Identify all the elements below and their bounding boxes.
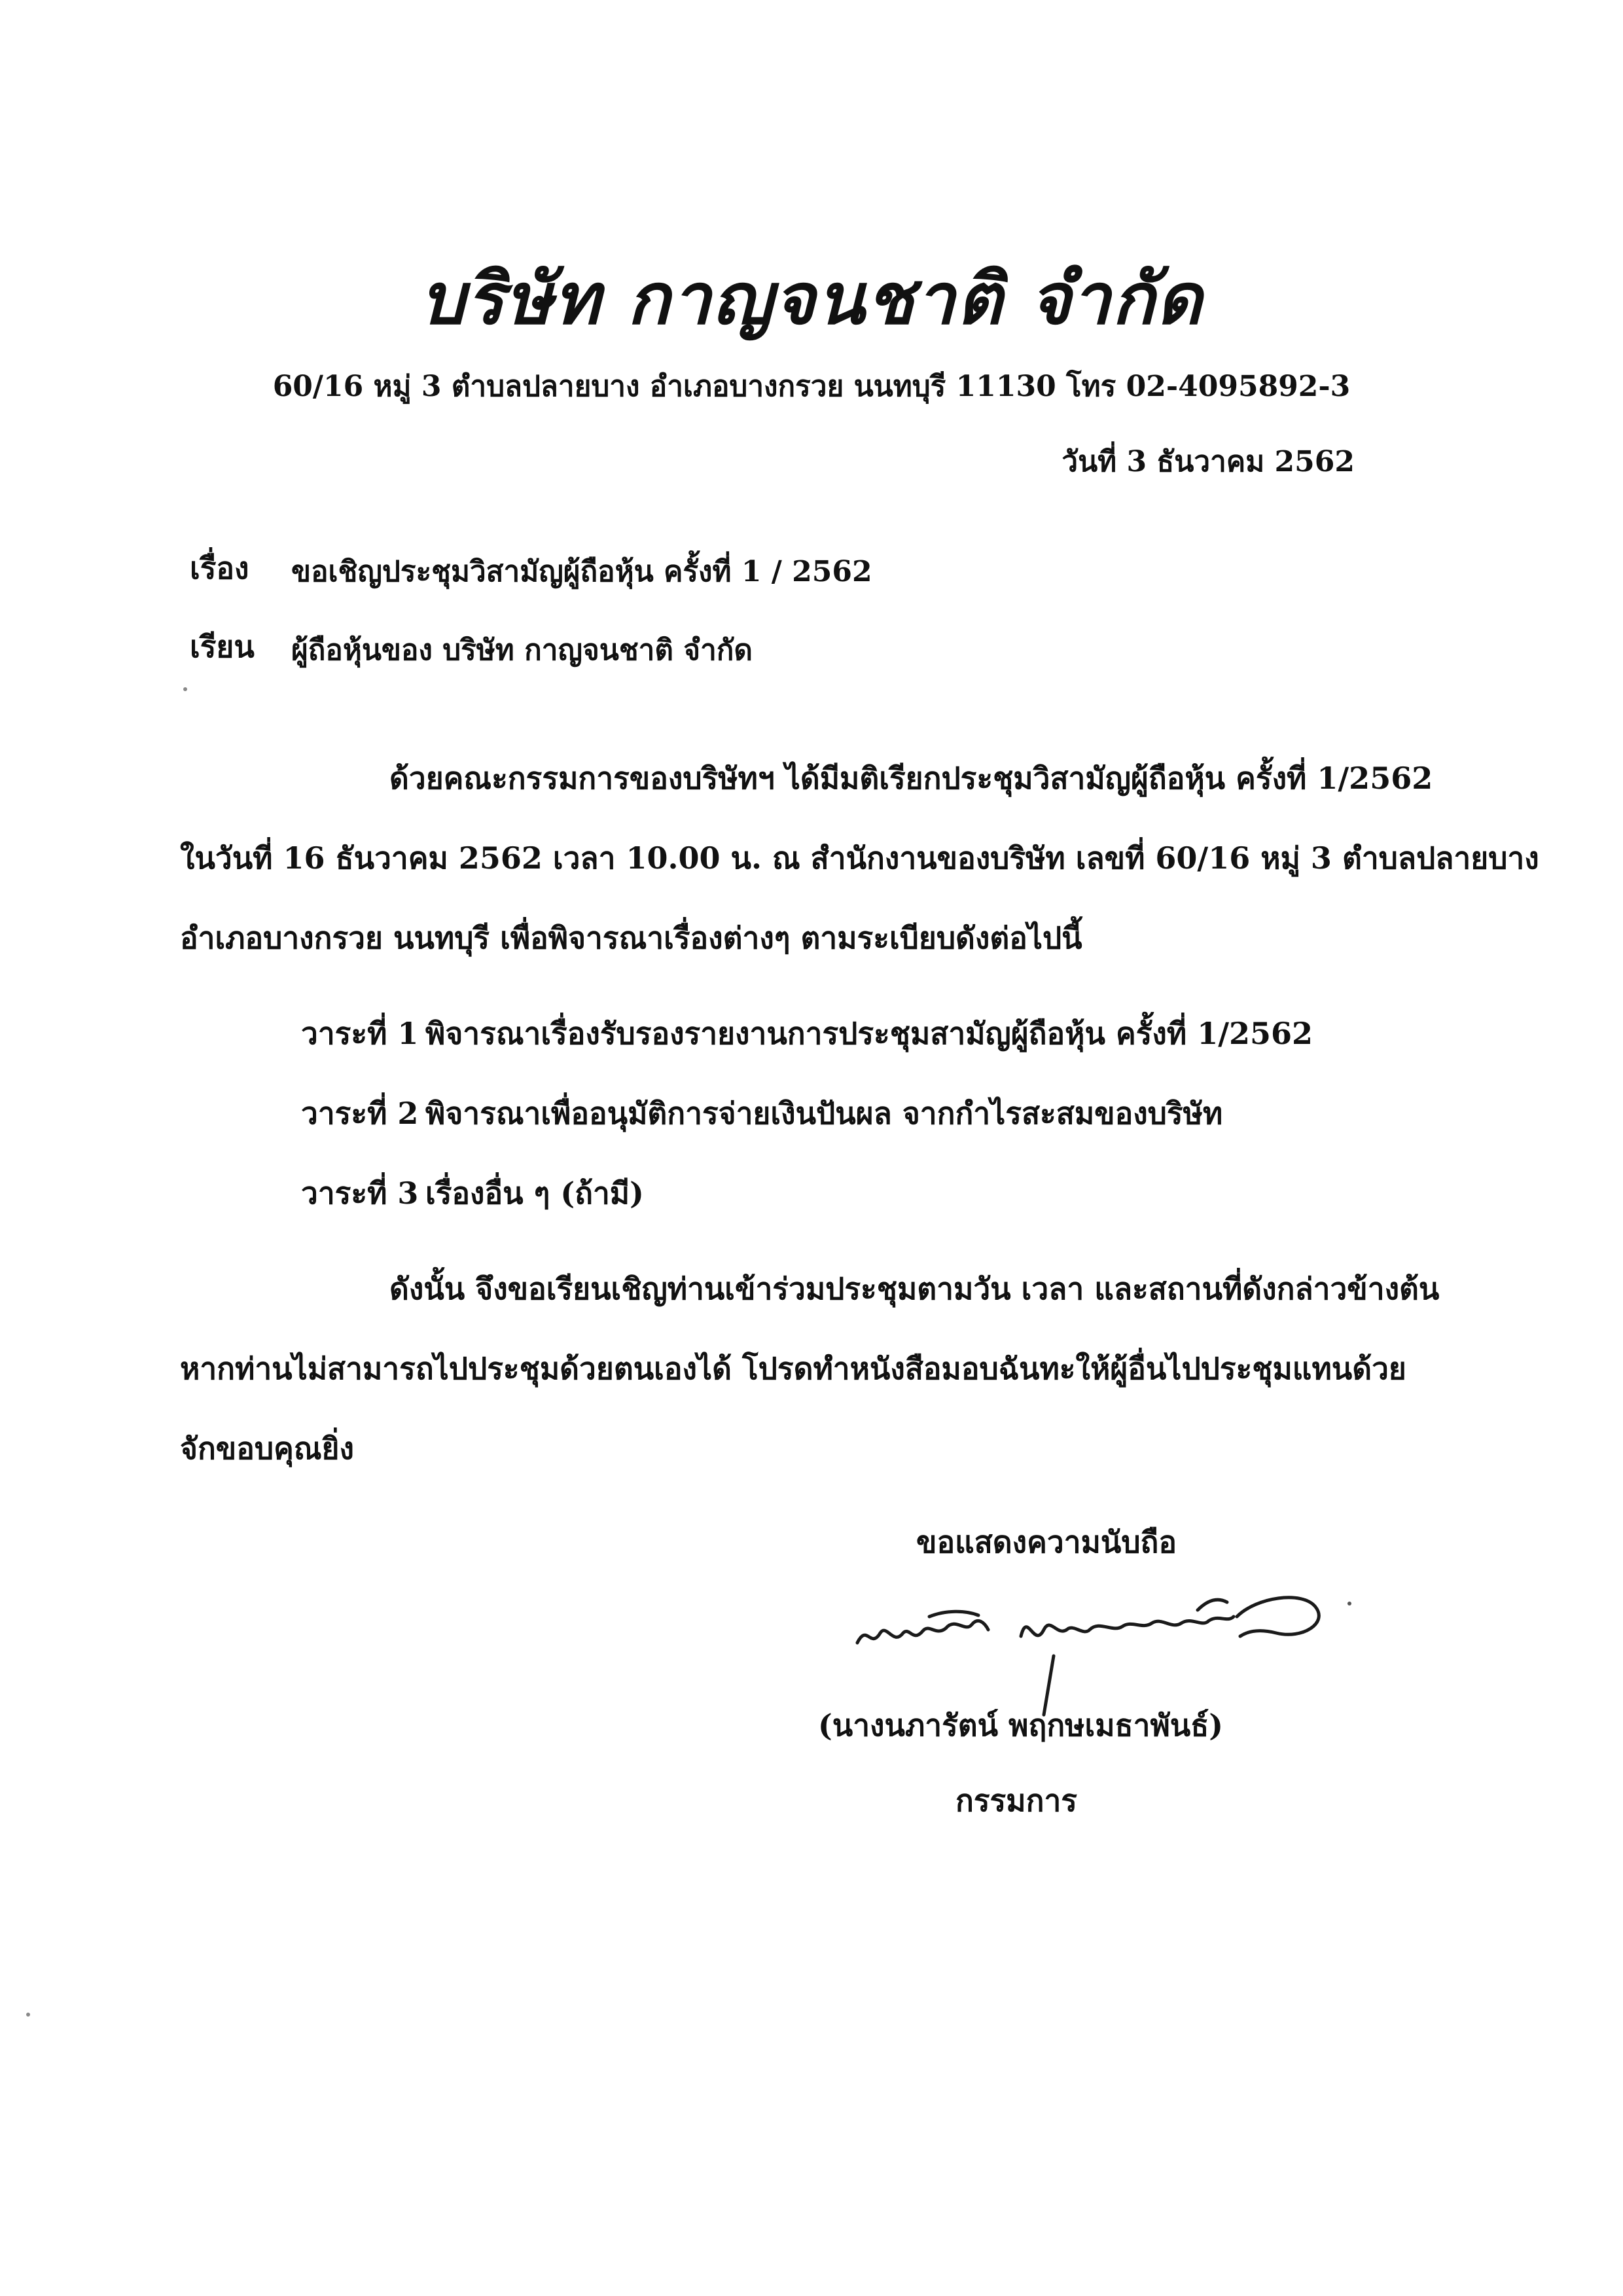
handwritten-signature [831,1571,1368,1721]
agenda-text: พิจารณาเรื่องรับรองรายงานการประชุมสามัญผู้ถือหุ้น ครั้งที่ 1/2562 [425,1016,1313,1051]
agenda-number: วาระที่ 3 [301,1175,419,1211]
agenda-text: พิจารณาเพื่ออนุมัติการจ่ายเงินปันผล จากกำไรสะสมของบริษัท [425,1096,1223,1131]
agenda-item [301,994,1313,1073]
body-paragraph-request [180,1249,1472,1488]
paragraph-line: อำเภอบางกรวย นนทบุรี เพื่อพิจารณาเรื่องต่างๆ ตามระเบียบดังต่อไปนี้ [180,920,1082,956]
signature-stroke [857,1621,988,1643]
closing-phrase: ขอแสดงความนับถือ [916,1524,1177,1560]
subject-value: ขอเชิญประชุมวิสามัญผู้ถือหุ้น ครั้งที่ 1 / 2562 [291,555,872,588]
signature-stroke [1237,1598,1319,1636]
scan-speck [26,2013,30,2017]
company-address: 60/16 หมู่ 3 ตำบลปลายบาง อำเภอบางกรวย นนทบุรี 11130 โทร 02-4095892-3 [272,370,1351,403]
paragraph-line: หากท่านไม่สามารถไปประชุมด้วยตนเองได้ โปรดทำหนังสือมอบฉันทะให้ผู้อื่นไปประชุมแทนด้วย [180,1351,1406,1386]
subject-label: เรื่อง [190,550,249,586]
agenda-item [301,1153,1313,1233]
signature-stroke [929,1611,978,1617]
body-paragraph-invitation [180,738,1539,978]
agenda-list [301,994,1313,1233]
company-name: บริษัท กาญจนชาติ จำกัด [419,258,1204,340]
agenda-number: วาระที่ 1 [301,1016,419,1051]
paragraph-line: ดังนั้น จึงขอเรียนเชิญท่านเข้าร่วมประชุมตามวัน เวลา และสถานที่ดังกล่าวข้างต้น [389,1271,1440,1306]
signature-stroke [1198,1600,1227,1610]
agenda-text: เรื่องอื่น ๆ (ถ้ามี) [425,1175,644,1211]
signer-name: (นางนภารัตน์ พฤกษเมธาพันธ์) [818,1708,1224,1743]
signature-stroke [1021,1617,1234,1636]
paragraph-line: ด้วยคณะกรรมการของบริษัทฯ ได้มีมติเรียกประชุมวิสามัญผู้ถือหุ้น ครั้งที่ 1/2562 [389,761,1433,796]
recipient-label: เรียน [190,629,255,664]
paragraph-line: ในวันที่ 16 ธันวาคม 2562 เวลา 10.00 น. ณ สำนักงานของบริษัท เลขที่ 60/16 หมู่ 3 ตำบลปลายบาง [180,840,1539,876]
signature-dot [1347,1602,1351,1605]
signer-title: กรรมการ [955,1783,1077,1818]
paragraph-line: จักขอบคุณยิ่ง [180,1431,354,1466]
letter-date: วันที่ 3 ธันวาคม 2562 [1061,445,1355,478]
recipient-value: ผู้ถือหุ้นของ บริษัท กาญจนชาติ จำกัด [291,634,753,667]
scan-speck [183,687,187,691]
agenda-item [301,1073,1313,1153]
agenda-number: วาระที่ 2 [301,1096,419,1131]
